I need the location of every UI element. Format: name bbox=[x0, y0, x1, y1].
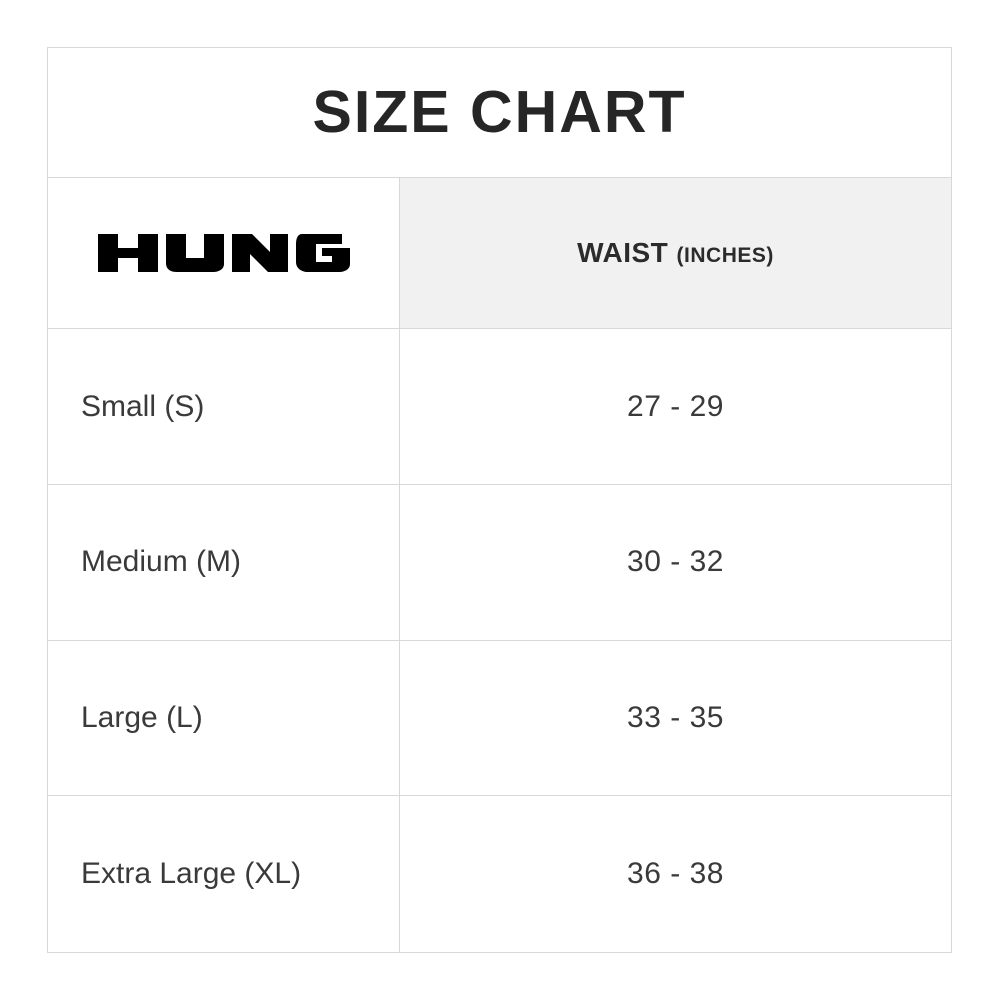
row-size-cell bbox=[48, 485, 400, 640]
row-waist-cell bbox=[400, 485, 951, 640]
row-size-cell bbox=[48, 641, 400, 796]
header-waist-text: WAIST bbox=[577, 237, 677, 269]
header-cell-waist bbox=[400, 178, 951, 329]
table-row bbox=[48, 485, 951, 641]
chart-title-row bbox=[48, 48, 951, 178]
row-size-cell bbox=[48, 796, 400, 952]
table-row bbox=[48, 329, 951, 485]
row-size-cell bbox=[48, 329, 400, 484]
size-label: Medium (M) bbox=[81, 545, 242, 579]
header-waist-label bbox=[577, 237, 774, 269]
size-label: Large (L) bbox=[81, 701, 203, 735]
table-header-row bbox=[48, 178, 951, 330]
hung-wordmark-logo bbox=[96, 230, 352, 276]
row-waist-cell bbox=[400, 329, 951, 484]
size-label: Extra Large (XL) bbox=[81, 857, 302, 891]
size-label: Small (S) bbox=[81, 389, 205, 423]
waist-value: 27 - 29 bbox=[627, 389, 724, 423]
waist-value: 36 - 38 bbox=[627, 857, 724, 891]
page-title: SIZE CHART bbox=[312, 78, 687, 145]
waist-value: 30 - 32 bbox=[627, 545, 724, 579]
table-row bbox=[48, 796, 951, 952]
waist-value: 33 - 35 bbox=[627, 701, 724, 735]
header-cell-brand bbox=[48, 178, 400, 329]
size-chart-table bbox=[47, 47, 952, 953]
row-waist-cell bbox=[400, 641, 951, 796]
row-waist-cell bbox=[400, 796, 951, 952]
header-waist-unit: (INCHES) bbox=[676, 244, 774, 268]
table-row bbox=[48, 641, 951, 797]
